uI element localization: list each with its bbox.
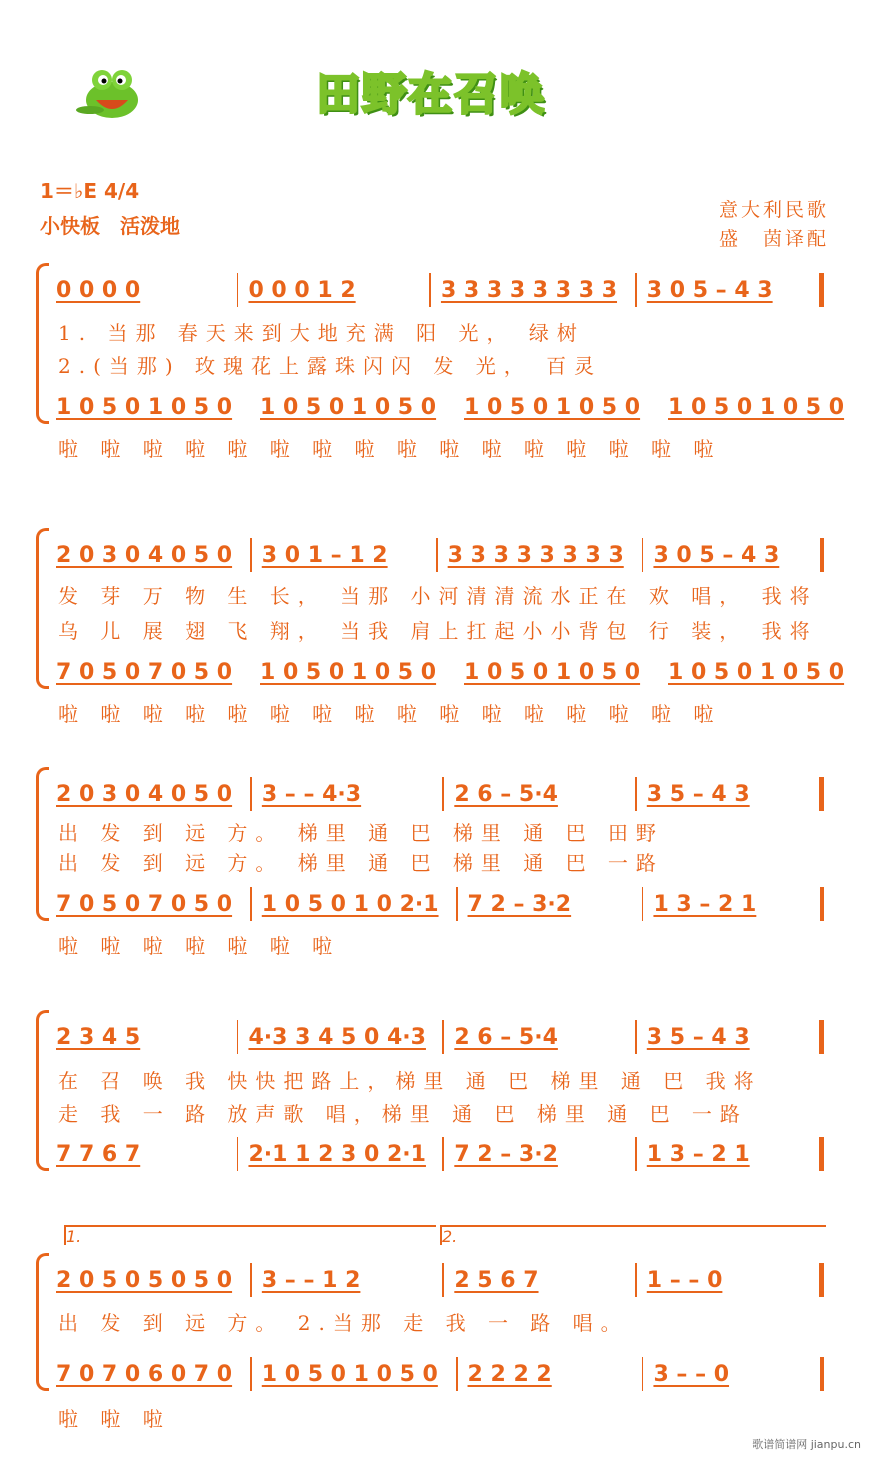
system-bracket (36, 528, 49, 689)
score-system (36, 765, 832, 958)
measure: 1 0 5 0 1 0 5 0 (56, 394, 233, 420)
measure: 2 0 3 0 4 0 5 0 (56, 781, 233, 807)
barline (642, 1357, 644, 1391)
measure: 1 0 5 0 1 0 5 0 (464, 659, 641, 685)
measure: 1 0 5 0 1 0 5 0 (260, 659, 437, 685)
system-bracket (36, 263, 49, 424)
measure: 3 – – 0 (653, 1361, 730, 1387)
lyric-verse-2: 出 发 到 远 方。 梯里 通 巴 梯里 通 巴 一路 (58, 851, 664, 875)
barline (820, 887, 824, 921)
score-system (36, 1010, 832, 1170)
measure: 7 0 5 0 7 0 5 0 (56, 659, 233, 685)
score-system (36, 1225, 832, 1430)
barline (442, 1137, 444, 1171)
accompaniment-row (56, 390, 845, 424)
melody-row (56, 1020, 832, 1054)
melody-row (56, 273, 832, 307)
measure: 2 0 3 0 4 0 5 0 (56, 542, 233, 568)
measure: 3 3 3 3 3 3 3 3 (447, 542, 624, 568)
measure: 0 0 0 0 (56, 277, 141, 303)
measure: 1 0 5 0 1 0 5 0 (261, 1361, 438, 1387)
score-system (36, 255, 845, 461)
measure: 2 6 – 5·4 (454, 1024, 558, 1050)
measure: 3 5 – 4 3 (646, 781, 750, 807)
accompaniment-row (56, 887, 832, 921)
lyric-verse-1: 出 发 到 远 方。 2.当那 走 我 一 路 唱。 (58, 1311, 629, 1335)
barline (442, 777, 444, 811)
measure: 7 7 6 7 (56, 1141, 141, 1167)
barline (429, 273, 431, 307)
measure: 2 3 4 5 (56, 1024, 141, 1050)
measure: 7 2 – 3·2 (454, 1141, 558, 1167)
system-bracket (36, 1010, 49, 1171)
barline (442, 1020, 444, 1054)
barline (250, 887, 252, 921)
measure: 3 5 – 4 3 (646, 1024, 750, 1050)
measure: 7 2 – 3·2 (467, 891, 572, 917)
barline (635, 1137, 637, 1171)
melody-row (56, 1263, 832, 1297)
barline (819, 1020, 824, 1054)
barline (237, 273, 239, 307)
barline (820, 538, 824, 572)
accompaniment-row (56, 655, 845, 689)
barline (635, 273, 637, 307)
barline (436, 538, 438, 572)
barline (456, 887, 458, 921)
barline (237, 1137, 239, 1171)
measure: 1 0 5 0 1 0 2·1 (261, 891, 439, 917)
accompaniment-row (56, 1137, 832, 1171)
measure: 1 0 5 0 1 0 5 0 (260, 394, 437, 420)
watermark: 歌谱简谱网 jianpu.cn (752, 1438, 861, 1451)
measure: 1 0 5 0 1 0 5 0 (668, 659, 845, 685)
barline (820, 1357, 824, 1391)
barline (635, 1263, 637, 1297)
lyric-verse-1: 在 召 唤 我 快快把路上，梯里 通 巴 梯里 通 巴 我将 (58, 1069, 762, 1093)
barline (635, 777, 637, 811)
measure: 1 – – 0 (646, 1267, 723, 1293)
tempo-marking: 小快板 活泼地 (40, 214, 180, 238)
measure: 1 3 – 2 1 (646, 1141, 750, 1167)
lyric-verse-1: 1. 当那 春天来到大地充满 阳 光， 绿树 (58, 321, 585, 345)
barline (250, 538, 252, 572)
accompaniment-lyric: 啦 啦 啦 啦 啦 啦 啦 啦 啦 啦 啦 啦 啦 啦 啦 啦 (58, 702, 722, 726)
system-bracket (36, 1253, 49, 1391)
accompaniment-row (56, 1357, 832, 1391)
barline (250, 1263, 252, 1297)
barline (250, 1357, 252, 1391)
accompaniment-lyric: 啦 啦 啦 啦 啦 啦 啦 啦 啦 啦 啦 啦 啦 啦 啦 啦 (58, 437, 722, 461)
measure: 0 0 0 1 2 (248, 277, 356, 303)
barline (642, 887, 644, 921)
credit-origin: 意大利民歌 (718, 199, 829, 221)
accompaniment-lyric: 啦 啦 啦 啦 啦 啦 啦 (58, 934, 341, 958)
frog-mascot-icon (72, 66, 144, 126)
lyric-verse-1: 发 芽 万 物 生 长， 当那 小河清清流水正在 欢 唱， 我将 (58, 584, 818, 608)
key-signature: 1＝♭E 4/4 (40, 179, 140, 203)
measure: 2 2 2 2 (467, 1361, 552, 1387)
measure: 3 0 5 – 4 3 (653, 542, 780, 568)
barline (250, 777, 252, 811)
measure: 7 0 7 0 6 0 7 0 (56, 1361, 233, 1387)
barline (456, 1357, 458, 1391)
credit-translator: 盛 茵译配 (718, 228, 829, 250)
measure: 1 3 – 2 1 (653, 891, 757, 917)
barline (442, 1263, 444, 1297)
lyric-verse-2: 2.(当那) 玫瑰花上露珠闪闪 发 光， 百灵 (58, 354, 603, 378)
measure: 2 0 5 0 5 0 5 0 (56, 1267, 233, 1293)
score-system (36, 520, 845, 726)
measure: 2 5 6 7 (454, 1267, 539, 1293)
lyric-verse-2: 走 我 一 路 放声歌 唱，梯里 通 巴 梯里 通 巴 一路 (58, 1102, 748, 1126)
song-title: 田野在召唤 (316, 69, 546, 120)
barline (819, 1263, 824, 1297)
accompaniment-lyric: 啦 啦 啦 (58, 1407, 171, 1431)
lyric-verse-1: 出 发 到 远 方。 梯里 通 巴 梯里 通 巴 田野 (58, 821, 664, 845)
lyric-verse-2: 乌 儿 展 翅 飞 翔， 当我 肩上扛起小小背包 行 装， 我将 (58, 619, 818, 643)
measure: 2 6 – 5·4 (454, 781, 558, 807)
barline (635, 1020, 637, 1054)
barline (819, 777, 824, 811)
first-ending: 1. (64, 1225, 436, 1245)
barline (642, 538, 644, 572)
measure: 3 3 3 3 3 3 3 3 (440, 277, 618, 303)
measure: 1 0 5 0 1 0 5 0 (464, 394, 641, 420)
second-ending: 2. (440, 1225, 826, 1245)
barline (819, 1137, 824, 1171)
measure: 3 – – 4·3 (261, 781, 362, 807)
credits (719, 196, 829, 254)
melody-row (56, 777, 832, 811)
measure: 4·3 3 4 5 0 4·3 (248, 1024, 426, 1050)
measure: 1 0 5 0 1 0 5 0 (668, 394, 845, 420)
measure: 3 0 1 – 1 2 (261, 542, 388, 568)
system-bracket (36, 767, 49, 921)
barline (237, 1020, 239, 1054)
measure: 2·1 1 2 3 0 2·1 (248, 1141, 426, 1167)
melody-row (56, 538, 832, 572)
measure: 7 0 5 0 7 0 5 0 (56, 891, 233, 917)
measure: 3 0 5 – 4 3 (646, 277, 773, 303)
barline (819, 273, 824, 307)
measure: 3 – – 1 2 (261, 1267, 361, 1293)
